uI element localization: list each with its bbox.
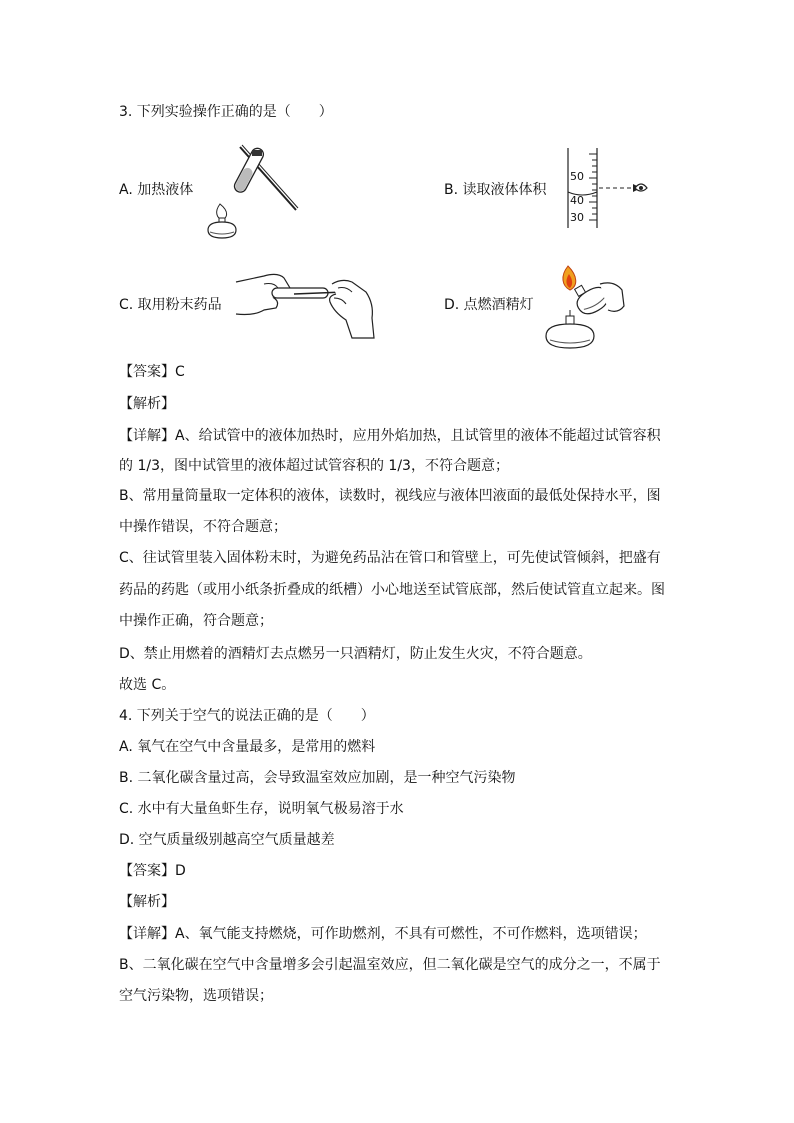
q4-option-d: D. 空气质量级别越高空气质量越差 — [119, 832, 335, 848]
q3-option-c: C. 取用粉末药品 — [119, 297, 222, 313]
scale-label-40: 40 — [570, 194, 584, 207]
scale-label-30: 30 — [570, 211, 584, 224]
q3-question: 3. 下列实验操作正确的是（ ） — [119, 104, 333, 120]
q3-detail-line-2: 的 1/3，图中试管里的液体超过试管容积的 1/3，不符合题意； — [119, 458, 509, 474]
powder-loading-figure — [234, 268, 379, 340]
q4-option-b: B. 二氧化碳含量过高，会导致温室效应加剧，是一种空气污染物 — [119, 770, 516, 786]
q3-option-a: A. 加热液体 — [119, 182, 194, 198]
q4-analysis-heading: 【解析】 — [119, 894, 175, 910]
q3-conclusion: 故选 C。 — [119, 677, 176, 693]
q4-option-a: A. 氧气在空气中含量最多，是常用的燃料 — [119, 739, 376, 755]
q4-option-c: C. 水中有大量鱼虾生存，说明氧气极易溶于水 — [119, 801, 404, 817]
q3-detail-line-4: 中操作错误，不符合题意； — [119, 519, 287, 535]
q4-answer: 【答案】D — [119, 863, 186, 879]
q3-detail-line-6: 药品的药匙（或用小纸条折叠成的纸槽）小心地送至试管底部，然后使试管直立起来。图 — [119, 582, 665, 598]
q3-option-b: B. 读取液体体积 — [444, 182, 547, 198]
q3-detail-line-5: C、往试管里装入固体粉末时，为避免药品沾在管口和管壁上，可先使试管倾斜，把盛有 — [119, 550, 661, 566]
q4-detail-line-1: 【详解】A、氧气能支持燃烧，可作助燃剂，不具有可燃性，不可作燃料，选项错误； — [119, 926, 647, 942]
q4-question: 4. 下列关于空气的说法正确的是（ ） — [119, 708, 375, 724]
q3-detail-line-3: B、常用量筒量取一定体积的液体，读数时，视线应与液体凹液面的最低处保持水平，图 — [119, 488, 661, 504]
q4-detail-line-3: 空气污染物，选项错误； — [119, 988, 273, 1004]
q3-detail-line-1: 【详解】A、给试管中的液体加热时，应用外焰加热，且试管里的液体不能超过试管容积 — [119, 428, 661, 444]
heating-liquid-figure — [200, 142, 300, 242]
q3-answer: 【答案】C — [119, 364, 185, 380]
q4-detail-line-2: B、二氧化碳在空气中含量增多会引起温室效应，但二氧化碳是空气的成分之一，不属于 — [119, 957, 661, 973]
q3-detail-line-8: D、禁止用燃着的酒精灯去点燃另一只酒精灯，防止发生火灾，不符合题意。 — [119, 646, 592, 662]
q3-option-d: D. 点燃酒精灯 — [444, 297, 534, 313]
graduated-cylinder-figure — [565, 146, 655, 230]
q3-analysis-heading: 【解析】 — [119, 396, 175, 412]
q3-detail-line-7: 中操作正确，符合题意； — [119, 613, 273, 629]
alcohol-lamp-lighting-figure — [538, 262, 628, 352]
scale-label-50: 50 — [570, 170, 584, 183]
